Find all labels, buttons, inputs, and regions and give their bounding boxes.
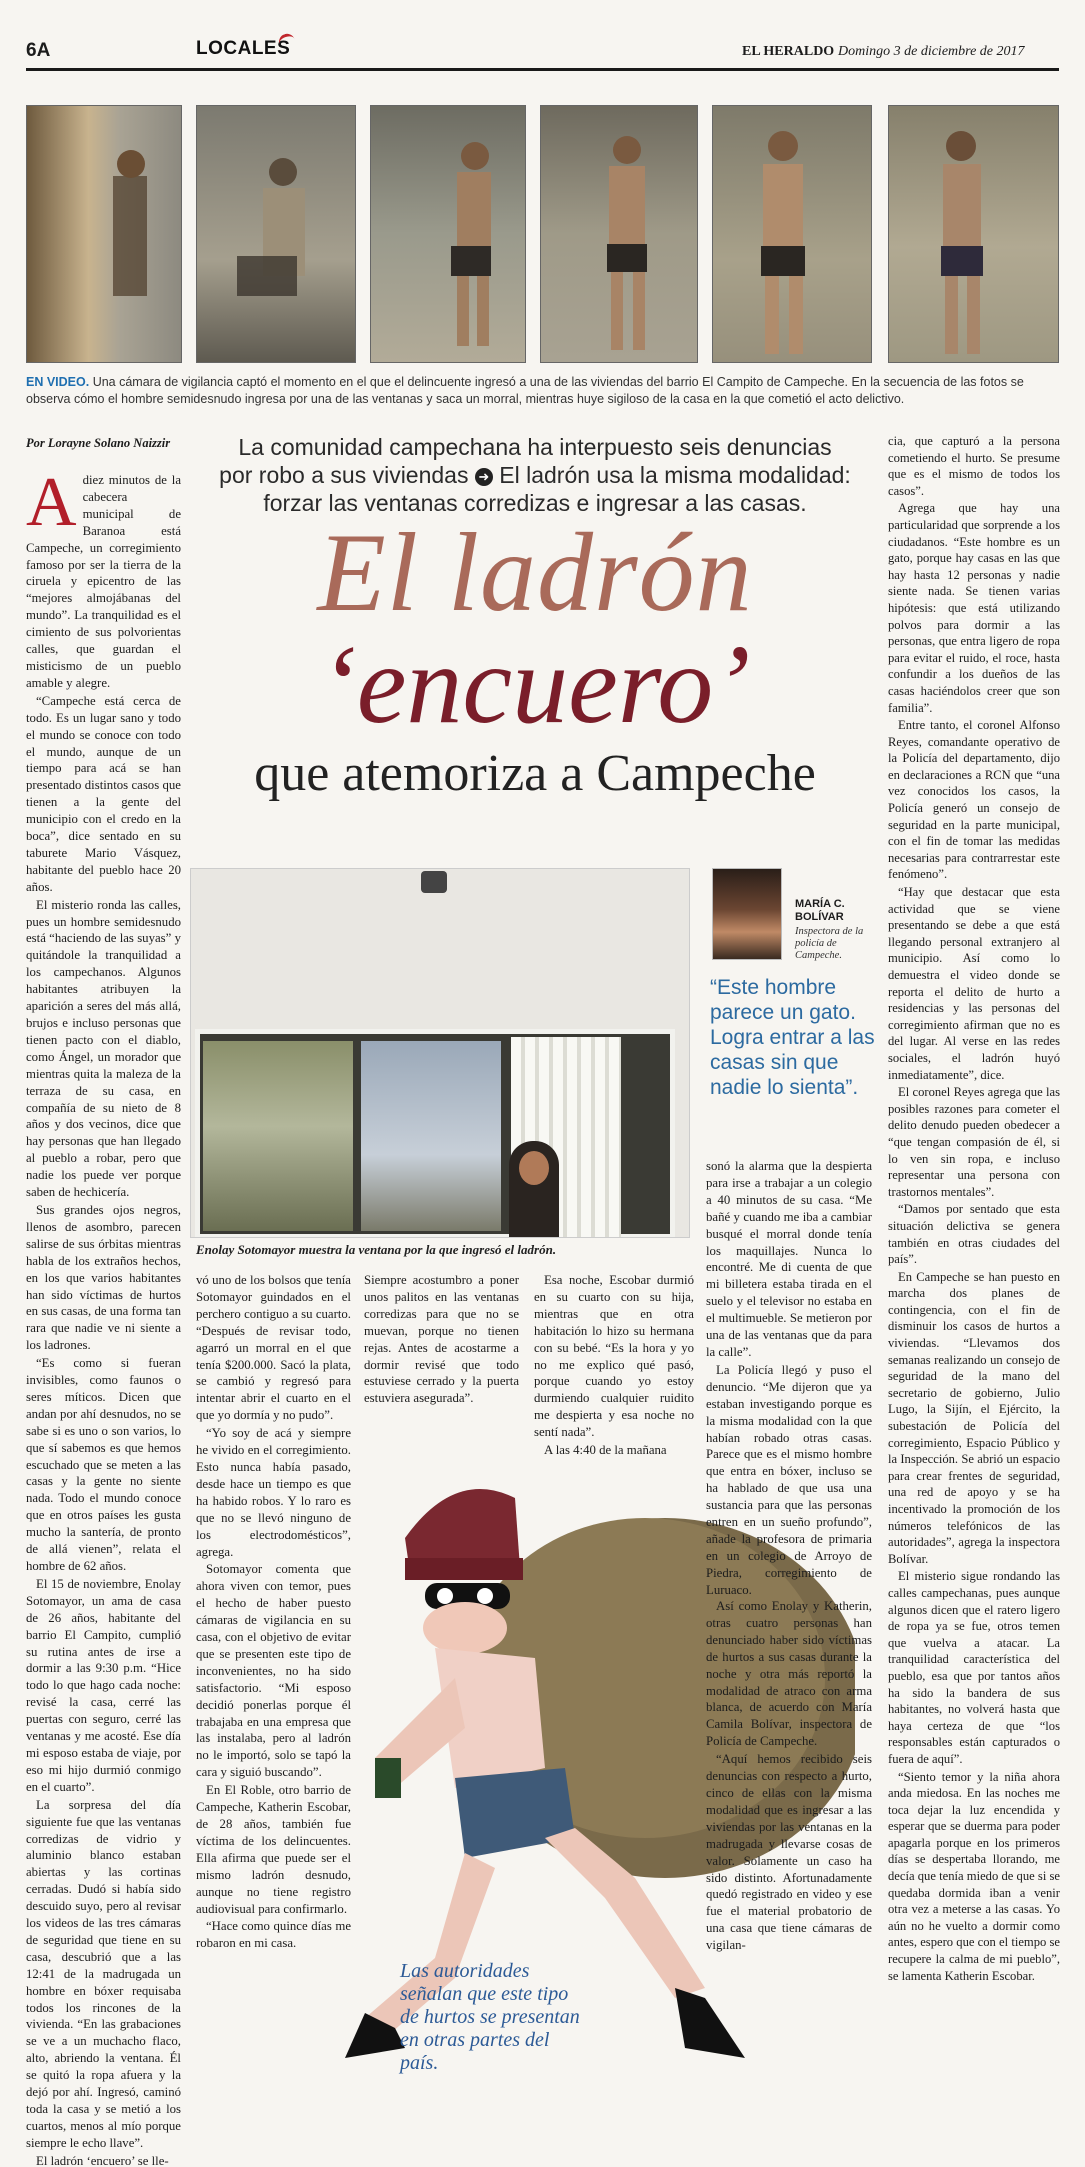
video-caption-text: Una cámara de vigilancia captó el momento en el que el delincuente ingresó a una de las viviendas del barrio El Campito de Campeche. En la secuencia de las fotos se observa cómo el hombre semidesnudo ingresa por una de las ventanas y saca un morral, mientras huye sigiloso de la casa en la que cometió el acto delictivo. — [26, 375, 1024, 406]
headline-line-2: ‘encuero’ — [319, 623, 751, 747]
headline-line-1: El ladrón — [317, 511, 753, 635]
article-paragraph: “Aquí hemos recibido seis denuncias con respecto a hurto, cinco de ellas con la misma modalidad que es ingresar a las viviendas por las ventanas en la madrugada y llevarse cosas de valor. Solamente un caso ha sido distinto. Afortunadamente quedó registrado en video y ese fue el material probatorio de una casa que tiene cámaras de vigilan- — [706, 1752, 872, 1953]
figure-silhouette-icon — [889, 106, 1060, 364]
figure-silhouette-icon — [713, 106, 873, 364]
quote-person-name-1: MARÍA C. — [795, 898, 845, 910]
article-column-5-bottom — [706, 1598, 872, 1955]
window-pane-left — [203, 1041, 353, 1231]
figure-silhouette-icon — [197, 106, 357, 364]
video-caption — [26, 374, 1059, 408]
article-column-1 — [26, 464, 181, 2167]
deck — [190, 433, 880, 517]
woman-face — [519, 1151, 549, 1185]
video-still-5 — [712, 105, 872, 363]
article-paragraph: “Hay que destacar que esta actividad que se viene presentando se debe a que está llegando personal extranjero al municipio. Así como lo demuestra el video donde se reporta el delito de hurto a residencias y las personas del corregimiento afirman que no es del lugar. Al verse en las redes sociales, el ladrón huyó inmediatamente”, dice. — [888, 885, 1060, 1082]
article-paragraph: “Yo soy de acá y siempre he vivido en el corregimiento. Esto nunca había pasado, desde hace un tiempo es que ha habido robos. Y lo raro es que no se llevó ninguno de los electrodomésticos”, agrega. — [196, 1426, 351, 1559]
pull-quote: “Este hombre parece un gato. Logra entrar a las casas sin que nadie lo sienta”. — [710, 976, 875, 1099]
section-swoosh — [277, 32, 295, 47]
article-paragraph: Agrega que hay una particularidad que sorprende a los ciudadanos. “Este hombre es un gato, porque hay casas en las que hay hasta 12 personas y nadie siente nada. Se tienen varias hipótesis: que está utilizando polvos para dormir a las personas, que entra ligero de ropa para evitar el ruido, el roce, hasta confundir a los dueños de las casas haciéndolos creer que son familia”. — [888, 501, 1060, 715]
article-paragraph: El 15 de noviembre, Enolay Sotomayor, un ama de casa de 26 años, habitante del barrio El Campito, cumplió su rutina antes de irse a dormir a las 9:30 p.m. “Hice todo lo que hago cada noche: revisé la casa, cerré las puertas con seguro, cerré las ventanas y me acosté. Ese día mi esposo estaba de viaje, por eso mi hijo durmió conmigo en el cuarto”. — [26, 1576, 181, 1794]
article-column-5-top — [706, 1158, 872, 1600]
article-paragraph: Entre tanto, el coronel Alfonso Reyes, comandante operativo de la Policía del departamento, dijo en declaraciones a RCN que “una vez conocidos los casos, la Policía generó un consejo de seguridad en la parte municipal, con el fin de tomar las medidas necesarias para contrarrestar este fenómeno”. — [888, 718, 1060, 882]
article-paragraph: “Es como si fueran invisibles, como faunos o seres míticos. Dicen que andan por ahí desnudos, no se sabe si es uno o son varios, lo que sí sabemos es que hemos escuchado que se meten a las casas y la gente no siente nada. Todo el mundo conoce que en otros países les gusta mucho la santería, de pronto de allá vienen”, relata el hombre de 62 años. — [26, 1356, 181, 1573]
figure-silhouette-icon — [541, 106, 699, 364]
deck-line-1: La comunidad campechana ha interpuesto seis denuncias — [238, 434, 832, 460]
video-still-6 — [888, 105, 1059, 363]
article-paragraph: El coronel Reyes agrega que las posibles razones para cometer el delito denudo pueden obedecer a “que tengan compasión de él, si lo ven sin ropa, e incluso representar una persona con trastornos mentales”. — [888, 1085, 1060, 1199]
section-name: LOCALES — [196, 38, 291, 59]
byline: Por Lorayne Solano Naizzir — [26, 436, 171, 450]
quote-person-name — [795, 898, 845, 924]
article-paragraph: El misterio sigue rondando las calles campechanas, pues aunque algunos dicen que el ratero ligero de ropa ya se fue, otros temen que vuelva a atacar. La tranquilidad característica del pueblo, esa que por tantos años ha sido la bandera de sus habitantes, no volverá hasta que haya certeza de que “los responsables están capturados o fuera de aquí”. — [888, 1569, 1060, 1766]
article-paragraph: En El Roble, otro barrio de Campeche, Katherin Escobar, de 28 años, también fue víctima de los delincuentes. Ella afirma que puede ser el mismo ladrón desnudo, aunque no tiene registro audiovisual para confirmarlo. — [196, 1783, 351, 1916]
article-paragraph: Siempre acostumbro a poner unos palitos en las ventanas corredizas para que no se muevan, porque no tienen rejas. Antes de acostarme a dormir revisé que todo estuviese cerrado y la puerta estuviera asegurada”. — [364, 1273, 519, 1406]
article-column-4 — [534, 1272, 694, 1460]
article-paragraph: Sus grandes ojos negros, llenos de asombro, parecen salirse de sus órbitas mientras habla de los extraños hechos, en los que varios habitantes han sido víctimas de hurtos en sus casas, de una forma tan rara que nadie ve ni siente a los ladrones. — [26, 1202, 181, 1353]
arrow-right-icon: ➜ — [475, 468, 493, 486]
quote-person-name-2: BOLÍVAR — [795, 911, 844, 923]
deck-line-3: forzar las ventanas corredizas e ingresar a las casas. — [263, 490, 807, 516]
header-date: Domingo 3 de diciembre de 2017 — [838, 44, 1025, 59]
figure-silhouette-icon — [371, 106, 527, 364]
drop-cap: A — [26, 464, 77, 541]
video-still-3 — [370, 105, 526, 363]
photo-caption: Enolay Sotomayor muestra la ventana por la que ingresó el ladrón. — [196, 1242, 557, 1257]
article-paragraph: A las 4:40 de la mañana — [544, 1443, 667, 1458]
article-column-2 — [196, 1272, 351, 1953]
article-paragraph: “Siento temor y la niña ahora anda miedosa. En las noches me toca dejar la luz encendida y esperar que se duerma para poder apagarla porque en los primeros días se despertaba llorando, me decía que tenía miedo de que si se quedaba dormida iban a venir otra vez a meterse a las casas. Yo aún no he vuelto a dormir como antes, espero que con el tiempo se recupere la calma de mi pueblo”, se lamenta Katherin Escobar. — [888, 1769, 1060, 1983]
illustration-caption: Las autoridades señalan que este tipo de hurtos se presentan en otras partes del país. — [400, 1960, 580, 2074]
article-paragraph: Así como Enolay y Katherin, otras cuatro personas han denunciado haber sido víctimas de hurtos a sus casas durante la noche y otra más reportó la modalidad de atraco con arma blanca, de acuerdo con María Camila Bolívar, inspectora de Policía de Campeche. — [706, 1599, 872, 1749]
article-paragraph: cia, que capturó a la persona cometiendo el hurto. Se presume que es el mismo de todos los casos”. — [888, 434, 1060, 498]
article-paragraph: En Campeche se han puesto en marcha dos planes de contingencia, con el fin de disminuir los casos de hurtos a viviendas. “Llevamos dos semanas realizando un consejo de seguridad de la mano del secretario de gobierno, Julio Lugo, la Sijín, el Ejército, la subestación de Policía del corregimiento, Espacio Público y la Inspección. Se abrió un espacio para crear frentes de seguridad, una red de apoyo y se ha incentivado la promoción de los números telefónicos de las autoridades”, agrega la inspectora Bolívar. — [888, 1269, 1060, 1566]
quote-person-role: Inspectora de la policía de Campeche. — [795, 926, 864, 961]
article-paragraph: Sotomayor comenta que ahora viven con temor, pues el hecho de haber puesto cámaras de vigilancia en su casa, con el objetivo de evitar que se presenten este tipo de inconvenientes, no ha sido satisfactorio. “Mi esposo decidió ponerlas porque él trabajaba en una empresa que las instalaba, pero al ladrón no le importó, solo se tapó la cara y siguió buscando”. — [196, 1562, 351, 1780]
article-paragraph: sonó la alarma que la despierta para irse a trabajar a un colegio a 40 minutos de su casa. “Me bañé y cuando me iba a cambiar busqué el morral donde tenía los maquillajes. Nunca lo encontré. Me di cuenta de que mi billetera estaba tirada en el suelo y el televisor no estaba en el multimueble. Se metieron por una de las ventanas que da para la calle”. — [706, 1159, 872, 1359]
headline — [190, 511, 880, 807]
article-paragraph: vó uno de los bolsos que tenía Sotomayor guindados en el perchero contiguo a su cuarto. “Después de revisar todo, agarró un morral en el que tenía $200.000. Sacó la plata, se cambió y regresó para intentar abrir el cuarto en el que yo dormía y no pudo”. — [196, 1273, 351, 1423]
window-photo — [190, 868, 690, 1238]
video-still-2 — [196, 105, 356, 363]
article-paragraph: “Damos por sentado que esta situación delictiva se genera también en otras ciudades del país”. — [888, 1202, 1060, 1267]
headline-line-3: que atemoriza a Campeche — [254, 745, 816, 802]
article-column-6 — [888, 433, 1060, 1985]
header-rule — [26, 68, 1059, 71]
article-paragraph: Adiez minutos de la cabecera municipal de Baranoa está Campeche, un corregimiento famoso por ser la tierra de la ciruela y epicentro de las “mejores almojábanas del mundo”. La tranquilidad es el cimiento de sus polvorientas calles, que guardan el misticismo de un pueblo amable y alegre. — [26, 464, 181, 690]
article-paragraph: “Hace como quince días me robaron en mi casa. — [196, 1919, 351, 1951]
article-paragraph: El misterio ronda las calles, pues un hombre semidesnudo está “haciendo de las suyas” y quitándole la tranquilidad a los campechanos. Algunos habitantes atribuyen la aparición a seres del más allá, brujos e incluso personas que tienen pacto con el diablo, como Ángel, un morador que mientras quita la maleza de la terraza de su casa, en compañía de su nieto de 8 años y dos vecinos, dice que hay personas que han llegado al pueblo a robar, pero que nadie los puede ver porque saben de hechicería. — [26, 897, 181, 1200]
avatar — [712, 868, 782, 960]
deck-line-2 — [190, 461, 880, 489]
article-column-3 — [364, 1272, 519, 1408]
article-paragraph: El ladrón ‘encuero’ se lle- — [36, 2153, 169, 2167]
page-number: 6A — [26, 40, 51, 61]
video-still-sequence — [26, 105, 1059, 363]
article-paragraph: Esa noche, Escobar durmió en su cuarto con su hija, mientras que en otra habitación lo hizo su hermana con su bebé. “Es la hora y yo no me explico qué pasó, porque cuando yo estoy durmiendo cualquier ruidito me despierta y esa noche no sentí nada”. — [534, 1273, 694, 1440]
deck-line-2b: El ladrón usa la misma modalidad: — [499, 462, 851, 488]
camera-icon — [421, 871, 447, 893]
window-pane-middle — [361, 1041, 501, 1231]
figure-silhouette-icon — [27, 106, 183, 364]
newspaper-name: EL HERALDO — [742, 44, 835, 59]
article-paragraph: “Campeche está cerca de todo. Es un lugar sano y todo el mundo se conoce con todo el mundo, aunque de un tiempo para acá se han presentado distintos casos que tienen a la gente del municipio con el credo en la boca”, dice sentado en su taburete Mario Vásquez, habitante del pueblo hace 20 años. — [26, 693, 181, 894]
video-caption-label: EN VIDEO. — [26, 375, 90, 389]
video-still-4 — [540, 105, 698, 363]
article-paragraph: La Policía llegó y puso el denuncio. “Me dijeron que ya estaban investigando porque es la misma modalidad con la que habían robado otras casas. Parece que es el mismo hombre que entra en bóxer, incluso se ha hablado de que usa una sustancia para que las personas entren en un sueño profundo”, añade la profesora de primaria en un colegio de Arroyo de Piedra, corregimiento de Luruaco. — [706, 1362, 872, 1597]
video-still-1 — [26, 105, 182, 363]
article-paragraph: La sorpresa del día siguiente fue que las ventanas corredizas de vidrio y aluminio blanco estaban abiertas y las cortinas cerradas. Dudó si había sido descuido suyo, pero al revisar los videos de las tres cámaras de seguridad que tiene en su casa, descubrió que a las 12:41 de la madrugada un hombre en bóxer requisaba todos los rincones de la vivienda. “En las grabaciones se ve a un muchacho flaco, alto, abriendo la ventana. Él se quitó la ropa afuera y la dejó por ahí. Ingresó, caminó toda la casa y se metió a los cuartos, menos al mío porque siempre le echo llave”. — [26, 1797, 181, 2150]
deck-line-2a: por robo a sus viviendas — [219, 462, 469, 488]
